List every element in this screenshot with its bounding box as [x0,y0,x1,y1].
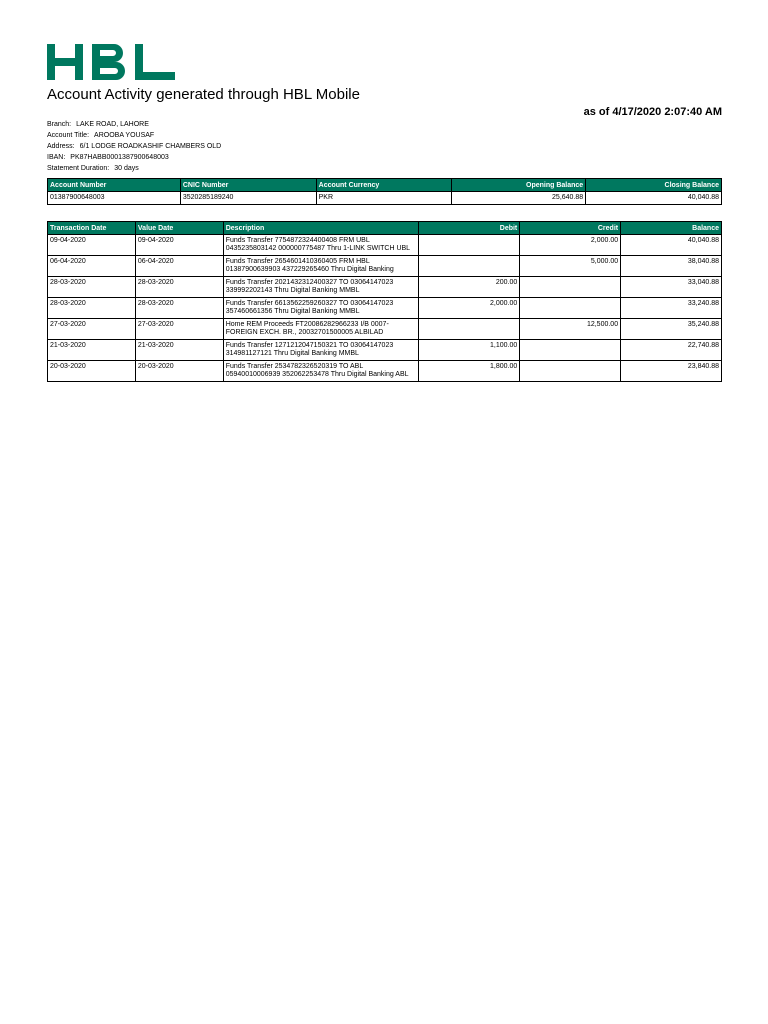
description: Funds Transfer 2654601410360405 FRM HBL 01387900639903 437229265460 Thru Digital Banking [223,256,419,277]
account-info [47,119,221,174]
transactions-table [47,221,722,382]
value-date: 06-04-2020 [135,256,223,277]
debit [419,319,520,340]
transaction-date: 21-03-2020 [48,340,136,361]
column-header: Opening Balance [452,179,586,192]
value-date: 28-03-2020 [135,298,223,319]
opening-balance: 25,640.88 [452,192,586,205]
description: Home REM Proceeds FT20086282966233 I/B 0007-FOREIGN EXCH. BR., 20032701500005 ALBILAD [223,319,419,340]
account-title-line: Account Title: AROOBA YOUSAF [47,132,155,139]
table-row [48,340,722,361]
branch-line: Branch: LAKE ROAD, LAHORE [47,121,149,128]
value-date: 27-03-2020 [135,319,223,340]
credit [520,298,621,319]
value-date: 09-04-2020 [135,235,223,256]
balance: 22,740.88 [621,340,722,361]
column-header: Transaction Date [48,222,136,235]
description: Funds Transfer 2021432312400327 TO 03064147023 339992202143 Thru Digital Banking MMBL [223,277,419,298]
credit [520,361,621,382]
column-header: Account Currency [316,179,452,192]
transaction-date: 27-03-2020 [48,319,136,340]
description: Funds Transfer 7754872324400408 FRM UBL 0435235803142 000000775487 Thru 1-LINK SWITCH UBL [223,235,419,256]
balance: 23,840.88 [621,361,722,382]
column-header: Balance [621,222,722,235]
transaction-date: 09-04-2020 [48,235,136,256]
iban-line: IBAN: PK87HABB0001387900648003 [47,154,169,161]
account-summary-table [47,178,722,205]
value-date: 20-03-2020 [135,361,223,382]
transaction-date: 28-03-2020 [48,277,136,298]
table-row [48,235,722,256]
debit: 200.00 [419,277,520,298]
credit [520,340,621,361]
column-header: Description [223,222,419,235]
statement-duration-line: Statement Duration: 30 days [47,165,139,172]
credit: 2,000.00 [520,235,621,256]
table-row [48,298,722,319]
column-header: Closing Balance [586,179,722,192]
credit: 5,000.00 [520,256,621,277]
debit: 1,800.00 [419,361,520,382]
statement-timestamp: as of 4/17/2020 2:07:40 AM [583,106,722,118]
table-row [48,319,722,340]
description: Funds Transfer 1271212047150321 TO 03064147023 314981127121 Thru Digital Banking MMBL [223,340,419,361]
table-row [48,277,722,298]
account-currency: PKR [316,192,452,205]
address-line: Address: 6/1 LODGE ROADKASHIF CHAMBERS OLD [47,143,222,150]
value-date: 21-03-2020 [135,340,223,361]
closing-balance: 40,040.88 [586,192,722,205]
cnic-number: 3520285189240 [180,192,316,205]
table-row [48,256,722,277]
table-row [48,192,722,205]
column-header: Credit [520,222,621,235]
debit: 1,100.00 [419,340,520,361]
debit [419,235,520,256]
hbl-logo [47,44,175,87]
transaction-date: 06-04-2020 [48,256,136,277]
hbl-logo-icon [47,44,175,82]
account-number: 01387900648003 [48,192,181,205]
column-header: Account Number [48,179,181,192]
description: Funds Transfer 6613562259260327 TO 03064147023 357460661356 Thru Digital Banking MMBL [223,298,419,319]
column-header: CNIC Number [180,179,316,192]
credit: 12,500.00 [520,319,621,340]
column-header: Debit [419,222,520,235]
page-title: Account Activity generated through HBL Mobile [47,86,360,103]
balance: 35,240.88 [621,319,722,340]
balance: 38,040.88 [621,256,722,277]
debit: 2,000.00 [419,298,520,319]
table-header-row [48,179,722,192]
credit [520,277,621,298]
transaction-date: 20-03-2020 [48,361,136,382]
column-header: Value Date [135,222,223,235]
balance: 33,040.88 [621,277,722,298]
value-date: 28-03-2020 [135,277,223,298]
debit [419,256,520,277]
balance: 40,040.88 [621,235,722,256]
transaction-date: 28-03-2020 [48,298,136,319]
table-row [48,361,722,382]
balance: 33,240.88 [621,298,722,319]
description: Funds Transfer 2534782326520319 TO ABL 05940010006939 352062253478 Thru Digital Banking ABL [223,361,419,382]
table-header-row [48,222,722,235]
